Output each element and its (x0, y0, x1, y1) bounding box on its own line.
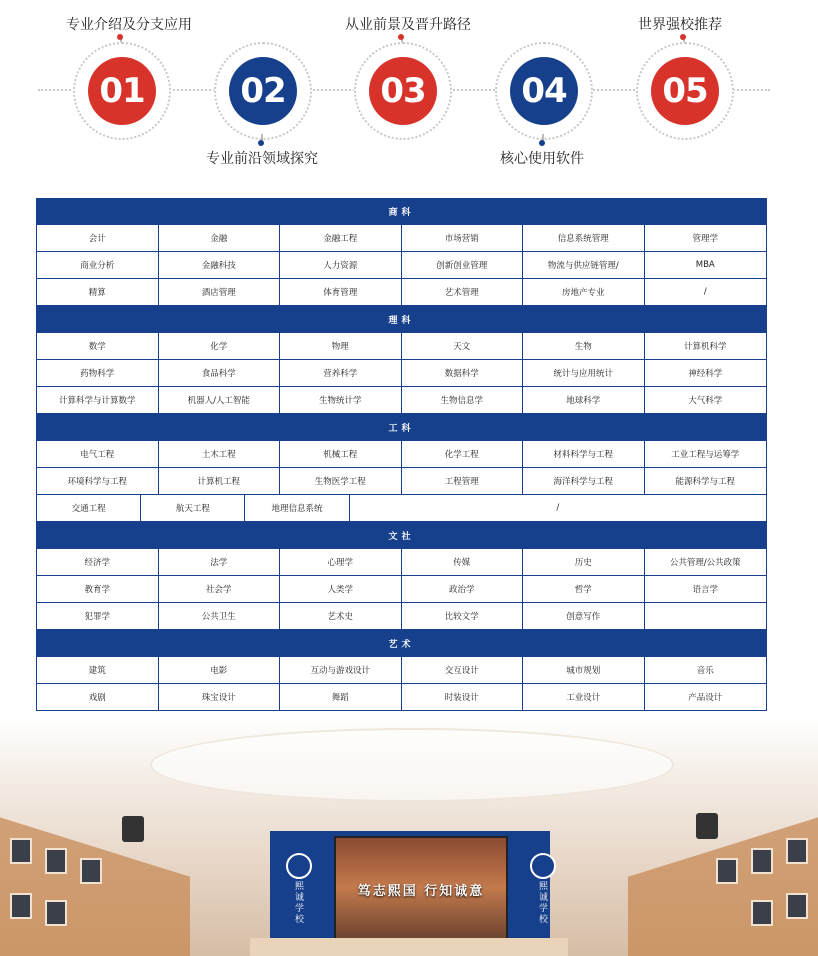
table-cell: 互动与游戏设计 (280, 657, 402, 684)
table-cell: 土木工程 (159, 441, 281, 468)
table-cell: 珠宝设计 (159, 684, 281, 711)
screen-slogan: 笃志熙国 行知诚意 (357, 884, 485, 899)
table-cell: 生物统计学 (280, 387, 402, 414)
table-cell: 音乐 (645, 657, 767, 684)
stage-floor (250, 938, 568, 956)
step-05-number: 05 (651, 57, 719, 125)
step-05-ring (636, 42, 734, 140)
table-row (37, 333, 766, 360)
category-header: 理科 (37, 306, 766, 333)
table-cell: 大气科学 (645, 387, 767, 414)
table-cell: 艺术管理 (402, 279, 524, 306)
table-cell: 艺术史 (280, 603, 402, 630)
table-cell: 心理学 (280, 549, 402, 576)
step-01-number: 01 (88, 57, 156, 125)
window (80, 858, 102, 884)
school-logo-right (530, 853, 556, 879)
table-cell: 数据科学 (402, 360, 524, 387)
step-02-number: 02 (229, 57, 297, 125)
step-04-ring (495, 42, 593, 140)
step-04-label: 核心使用软件 (500, 151, 584, 167)
table-row (37, 684, 766, 711)
school-name-left: 熙诚学校 (293, 881, 303, 925)
auditorium-photo (0, 718, 818, 956)
table-cell: 计算科学与计算数学 (37, 387, 159, 414)
table-cell: MBA (645, 252, 767, 279)
table-cell: 政治学 (402, 576, 524, 603)
table-row (37, 657, 766, 684)
step-01-label: 专业介绍及分支应用 (66, 17, 192, 33)
window (45, 900, 67, 926)
table-cell: 数学 (37, 333, 159, 360)
ceiling-dome (150, 728, 674, 802)
table-cell: 房地产专业 (523, 279, 645, 306)
table-cell: 生物医学工程 (280, 468, 402, 495)
left-speaker (122, 816, 144, 842)
table-cell: 工程管理 (402, 468, 524, 495)
table-cell: 机械工程 (280, 441, 402, 468)
table-cell: 语言学 (645, 576, 767, 603)
table-cell: 戏剧 (37, 684, 159, 711)
category-header: 文社 (37, 522, 766, 549)
window (10, 838, 32, 864)
table-cell: / (350, 495, 766, 522)
table-cell: 计算机科学 (645, 333, 767, 360)
table-cell: 地球科学 (523, 387, 645, 414)
table-cell: 建筑 (37, 657, 159, 684)
right-speaker (696, 813, 718, 839)
table-cell: 化学工程 (402, 441, 524, 468)
table-row (37, 252, 766, 279)
table-cell: 能源科学与工程 (645, 468, 767, 495)
category-header: 艺术 (37, 630, 766, 657)
table-cell: 工业工程与运筹学 (645, 441, 767, 468)
table-cell: 生物 (523, 333, 645, 360)
window (716, 858, 738, 884)
table-cell: 管理学 (645, 225, 767, 252)
table-cell: 食品科学 (159, 360, 281, 387)
table-cell: 计算机工程 (159, 468, 281, 495)
table-row (37, 225, 766, 252)
table-cell: 药物科学 (37, 360, 159, 387)
table-cell: 材料科学与工程 (523, 441, 645, 468)
table-row (37, 387, 766, 414)
step-03-label: 从业前景及晋升路径 (345, 17, 471, 33)
table-cell: 酒店管理 (159, 279, 281, 306)
table-cell: 会计 (37, 225, 159, 252)
table-row (37, 279, 766, 306)
table-row (37, 495, 766, 522)
table-row (37, 603, 766, 630)
step-02-pin-dot (258, 140, 264, 146)
step-05-label: 世界强校推荐 (638, 17, 722, 33)
table-cell: 交互设计 (402, 657, 524, 684)
table-cell: 神经科学 (645, 360, 767, 387)
table-cell: 商业分析 (37, 252, 159, 279)
table-cell: 市场营销 (402, 225, 524, 252)
window (751, 848, 773, 874)
table-cell: 海洋科学与工程 (523, 468, 645, 495)
table-row (37, 441, 766, 468)
step-04-pin-dot (539, 140, 545, 146)
table-cell: 地理信息系统 (245, 495, 349, 522)
table-cell: 电气工程 (37, 441, 159, 468)
table-cell: 物流与供应链管理/ (523, 252, 645, 279)
table-row (37, 360, 766, 387)
table-cell: 创意写作 (523, 603, 645, 630)
table-cell: 时装设计 (402, 684, 524, 711)
table-cell: 比较文学 (402, 603, 524, 630)
majors-table (36, 198, 767, 711)
table-cell: 公共管理/公共政策 (645, 549, 767, 576)
step-02-label: 专业前沿领域探究 (206, 151, 318, 167)
table-cell: 传媒 (402, 549, 524, 576)
table-cell: 信息系统管理 (523, 225, 645, 252)
table-cell: 交通工程 (37, 495, 141, 522)
table-cell: 航天工程 (141, 495, 245, 522)
table-cell: 经济学 (37, 549, 159, 576)
table-cell: 人类学 (280, 576, 402, 603)
table-cell: 天文 (402, 333, 524, 360)
table-cell (645, 603, 767, 630)
window (751, 900, 773, 926)
steps-section (0, 0, 818, 180)
school-name-right: 熙诚学校 (537, 881, 547, 925)
step-03-number: 03 (369, 57, 437, 125)
step-04-number: 04 (510, 57, 578, 125)
table-cell: 统计与应用统计 (523, 360, 645, 387)
table-cell: 哲学 (523, 576, 645, 603)
step-01-pin-dot (117, 34, 123, 40)
table-row (37, 468, 766, 495)
table-cell: 营养科学 (280, 360, 402, 387)
stage-screen (334, 836, 508, 950)
table-cell: 金融科技 (159, 252, 281, 279)
table-cell: / (645, 279, 767, 306)
category-header: 工科 (37, 414, 766, 441)
table-cell: 创新创业管理 (402, 252, 524, 279)
table-cell: 舞蹈 (280, 684, 402, 711)
table-cell: 历史 (523, 549, 645, 576)
table-cell: 社会学 (159, 576, 281, 603)
table-cell: 精算 (37, 279, 159, 306)
step-02-ring (214, 42, 312, 140)
table-cell: 金融工程 (280, 225, 402, 252)
step-05-pin-dot (680, 34, 686, 40)
table-cell: 物理 (280, 333, 402, 360)
step-01-ring (73, 42, 171, 140)
window (45, 848, 67, 874)
table-cell: 法学 (159, 549, 281, 576)
table-cell: 电影 (159, 657, 281, 684)
step-03-pin-dot (398, 34, 404, 40)
step-03-ring (354, 42, 452, 140)
table-cell: 环境科学与工程 (37, 468, 159, 495)
window (786, 838, 808, 864)
table-cell: 金融 (159, 225, 281, 252)
table-cell: 教育学 (37, 576, 159, 603)
table-cell: 犯罪学 (37, 603, 159, 630)
table-row (37, 576, 766, 603)
school-logo-left (286, 853, 312, 879)
category-header: 商科 (37, 198, 766, 225)
table-cell: 人力资源 (280, 252, 402, 279)
table-cell: 机器人/人工智能 (159, 387, 281, 414)
window (786, 893, 808, 919)
table-cell: 公共卫生 (159, 603, 281, 630)
table-row (37, 549, 766, 576)
table-cell: 生物信息学 (402, 387, 524, 414)
table-cell: 城市规划 (523, 657, 645, 684)
table-cell: 工业设计 (523, 684, 645, 711)
table-cell: 化学 (159, 333, 281, 360)
table-cell: 体育管理 (280, 279, 402, 306)
window (10, 893, 32, 919)
table-cell: 产品设计 (645, 684, 767, 711)
